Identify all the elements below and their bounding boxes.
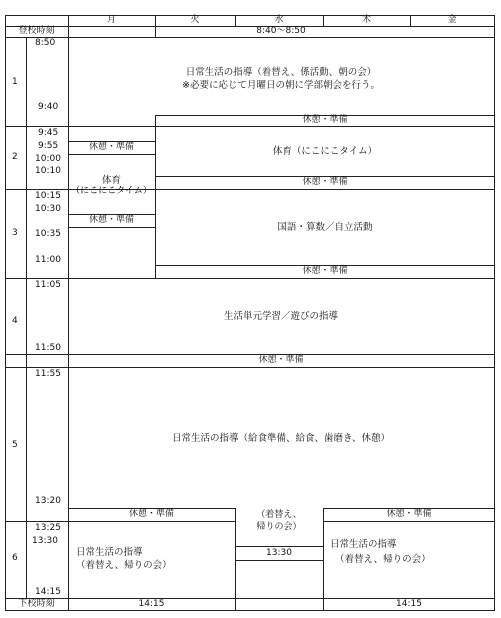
break-label: 休憩・準備 [386,509,432,519]
grid-line [235,546,323,547]
p4-activity: 生活単元学習／遊びの指導 [223,311,338,322]
thu-p6-detail: （着替え、帰りの会） [335,554,431,565]
grid-line [235,560,323,561]
arrival-label: 登校時刻 [18,26,55,36]
break-label: 休憩・準備 [302,177,348,187]
grid-line [5,521,68,522]
time-label: 10:30 [35,204,61,214]
grid-line [68,227,155,228]
day-header-wed: 水 [274,15,284,25]
grid-line [5,278,495,279]
time-label: 9:45 [38,128,59,138]
time-label: 13:30 [32,536,58,546]
day-header-mon: 月 [106,15,116,25]
time-label: 13:20 [35,496,61,506]
time-label: 9:55 [38,141,59,151]
time-label: 11:50 [35,343,61,353]
mon-pe: 体育 [101,175,121,186]
grid-line [323,521,495,522]
period-number: 1 [12,77,18,87]
period-number: 3 [12,228,18,238]
grid-line [494,15,495,611]
day-header-thu: 木 [361,15,371,25]
grid-line [68,521,235,522]
grid-line [5,610,495,611]
wed-p6-line1: （着替え、 [256,510,302,520]
grid-line [5,37,495,38]
time-label: 11:55 [35,369,61,379]
time-label: 9:40 [38,102,59,112]
time-label: 8:50 [35,38,56,48]
p2-pe: 体育（にこにこタイム） [272,146,378,157]
period-number: 2 [12,152,18,162]
grid-line [5,15,6,611]
departure-time-thu: 14:15 [396,599,422,609]
time-label: 11:05 [35,280,61,290]
p3-activity: 国語・算数／自立活動 [277,222,373,233]
break-label: 休憩・準備 [302,115,348,125]
break-label: 休憩・準備 [302,266,348,276]
wed-p6-line2: 帰りの会） [256,522,302,532]
day-header-fri: 金 [447,15,457,25]
grid-line [5,126,155,127]
grid-line [5,367,495,368]
period-number: 4 [12,316,18,326]
departure-label: 下校時刻 [18,599,55,609]
grid-line [323,508,324,611]
thu-p6-activity: 日常生活の指導 [330,539,397,550]
mon-p6-activity: 日常生活の指導 [76,547,143,558]
break-label: 休憩・準備 [128,509,174,519]
time-label: 14:15 [35,587,61,597]
mon-pe-sub: （にこにこタイム） [71,186,152,196]
time-label: 13:25 [35,523,61,533]
day-header-tue: 火 [190,15,200,25]
break-label: 休憩・準備 [88,142,134,152]
time-label: 10:35 [35,229,61,239]
mon-p6-detail: （着替え、帰りの会） [76,560,172,571]
grid-line [26,37,27,598]
departure-time-mon: 14:15 [138,599,165,609]
period-number: 5 [12,440,18,450]
break-label: 休憩・準備 [88,215,134,225]
time-label: 11:00 [35,255,61,265]
grid-line [155,115,156,279]
period-number: 6 [12,553,18,563]
arrival-time: 8:40～8:50 [256,26,306,36]
time-label: 10:15 [35,191,61,201]
time-label: 10:00 [35,154,61,164]
grid-line [68,154,155,155]
grid-line [155,126,495,127]
wed-p6-time: 13:30 [266,548,292,558]
p5-activity: 日常生活の指導（給食準備、給食、歯磨き、休憩） [171,433,391,444]
time-label: 10:10 [35,166,61,176]
break-label: 休憩・準備 [258,355,304,365]
p1-activity: 日常生活の指導（着替え、係活動、朝の会） [185,67,377,78]
p1-note: ※必要に応じて月曜日の朝に学部朝会を行う。 [182,80,380,91]
